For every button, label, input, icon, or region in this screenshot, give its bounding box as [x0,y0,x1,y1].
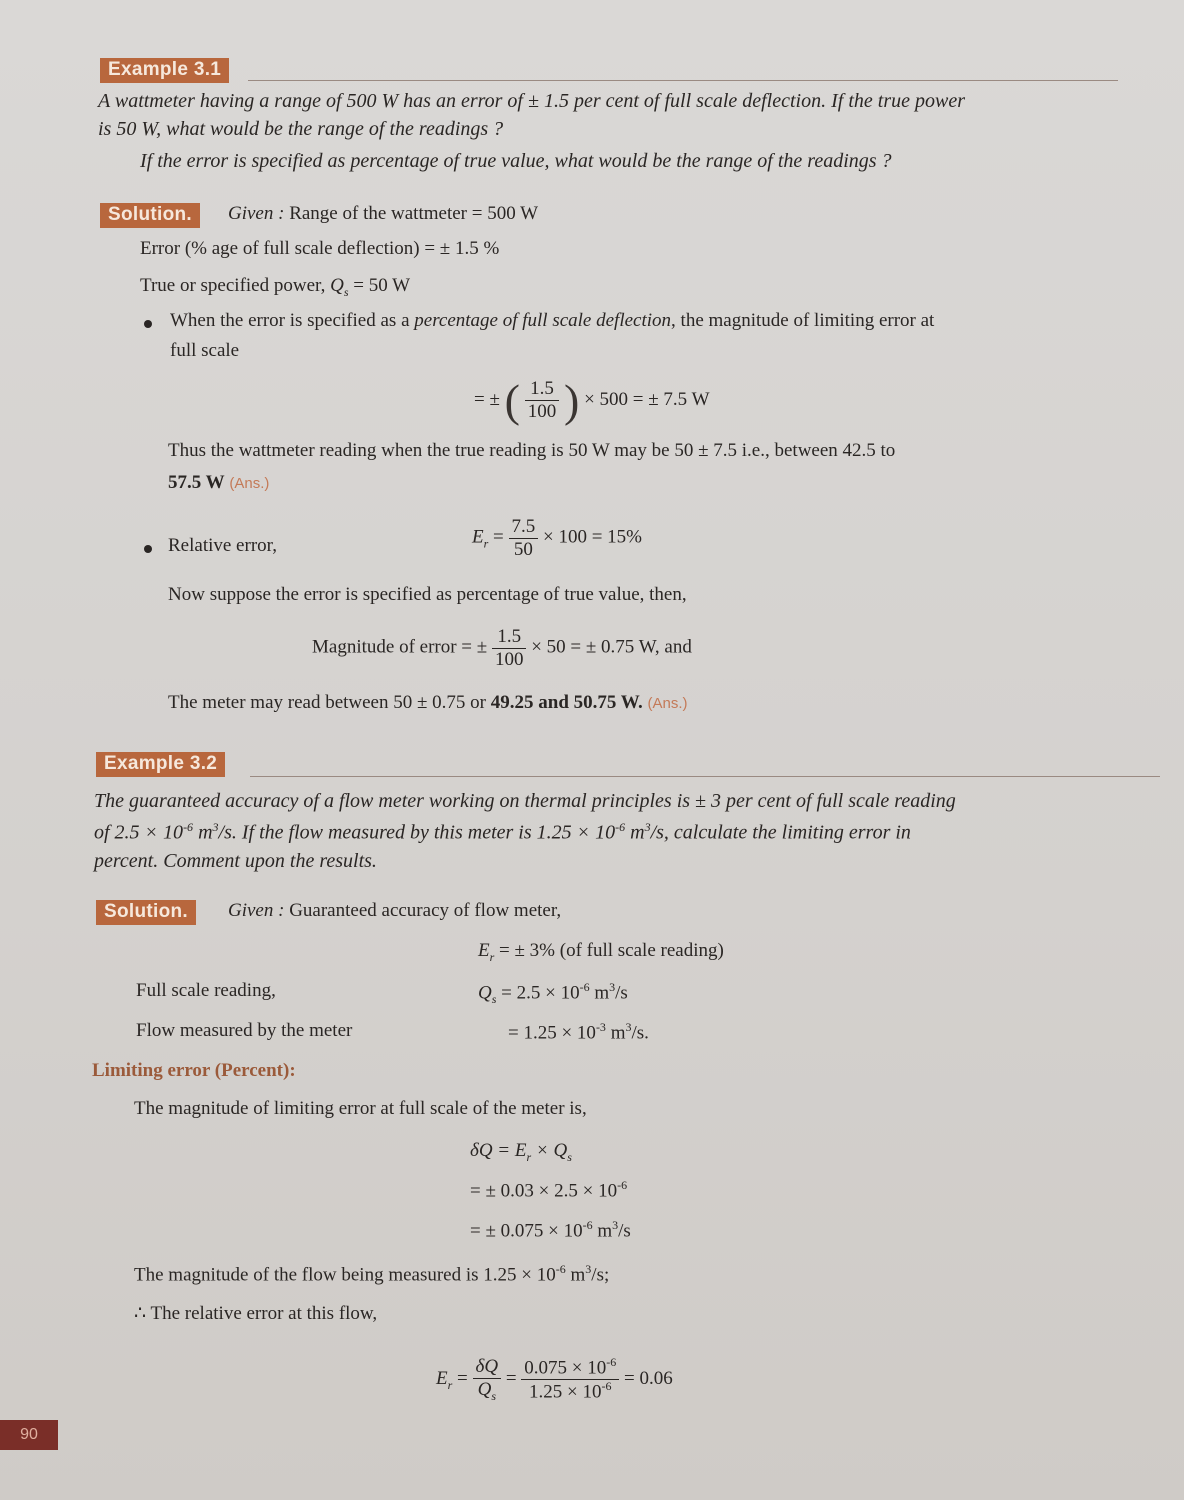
p2-c: /s. If the flow measured by this meter is 1.25 × 10 [218,821,616,844]
given-label: Given : [228,900,285,921]
example-3-1-tag: Example 3.1 [100,58,229,83]
example-rule [250,776,1160,777]
example-3-2-tag: Example 3.2 [96,752,225,777]
magnitude-equation [312,626,692,671]
example2-problem-line3: percent. Comment upon the results. [94,850,377,872]
p2-d: m [625,821,645,844]
fs-sup: -6 [579,980,590,994]
fl-tail: /s. [631,1022,649,1044]
dq1-b: × Q [531,1140,568,1161]
fl-a: = 1.25 × 10 [508,1022,596,1044]
mag-fraction [492,626,527,671]
p2-sup2: 3 [212,820,219,834]
true-power-line [140,275,410,300]
eq2-lhs: E [472,526,484,548]
final-den2 [521,1380,619,1403]
flow-measured-line [134,1262,609,1286]
final-lhs-sub: r [447,1377,453,1392]
full-scale-value [478,980,628,1007]
solution-2-tag: Solution. [96,900,196,925]
final-den2-sup: -6 [601,1379,612,1394]
fs-unit-sup: 3 [609,980,616,994]
given-label: Given : [228,203,285,224]
bullet1-line1 [170,310,934,332]
dq1-a: δQ = E [470,1140,527,1161]
fm-unit-sup: 3 [585,1262,592,1276]
final-num1: δQ [473,1356,502,1379]
fs-unit: m [589,982,610,1004]
mag-num: 1.5 [492,626,527,649]
bullet1-suffix: , the magnitude of limiting error at [671,310,935,331]
er-value: = ± 3% (of full scale reading) [499,940,724,961]
meter-prefix: The meter may read between 50 ± 0.75 or [168,692,491,713]
eq2-den: 50 [513,538,533,560]
fm-sup: -6 [555,1262,566,1276]
final-den1 [473,1379,502,1404]
given-line-2 [228,900,561,922]
meter-line [168,692,688,714]
final-den2-a: 1.25 × 10 [529,1381,602,1403]
final-num2 [521,1356,619,1380]
page-number: 90 [0,1420,58,1450]
dq3-sup: -6 [582,1218,593,1232]
given-text: Range of the wattmeter = 500 W [289,203,539,224]
given-text: Guaranteed accuracy of flow meter, [289,900,562,921]
p2-e: /s, calculate the limiting error in [650,821,911,844]
dq3-tail: /s [618,1220,631,1242]
dq3-unit: m [592,1220,613,1242]
equals-sign: = [457,1368,473,1390]
fl-unit: m [605,1022,626,1044]
er-line [478,940,724,965]
eq1-prefix: = ± [474,388,500,410]
example1-problem-line1: A wattmeter having a range of 500 W has an error of ± 1.5 per cent of full scale deflection. If the true power [98,90,965,112]
dq-line3 [470,1218,631,1242]
given-line [228,203,538,225]
solution-1-tag: Solution. [100,203,200,228]
thus-line2 [168,472,269,494]
mag-suffix: × 50 = ± 0.75 W, and [531,636,692,658]
true-power-sub: s [343,284,349,299]
fl-sup: -3 [595,1020,606,1034]
p2-a: of 2.5 × 10 [94,821,184,844]
example2-problem-line1: The guaranteed accuracy of a flow meter working on thermal principles is ± 3 per cent of full scale reading [94,790,956,812]
mag-label: Magnitude of error = ± [312,636,488,658]
fl-unit-sup: 3 [625,1020,632,1034]
dq2-sup: -6 [617,1178,628,1192]
dq3-a: = ± 0.075 × 10 [470,1220,583,1242]
thus-line1: Thus the wattmeter reading when the true reading is 50 W may be 50 ± 7.5 i.e., between 42.5 to [168,440,896,461]
p2-sup1: -6 [183,820,194,834]
final-den1-var: Q [477,1378,492,1400]
final-result: = 0.06 [624,1368,673,1390]
therefore-line: ∴ The relative error at this flow, [134,1303,378,1324]
bullet-point [144,545,152,553]
error-line: Error (% age of full scale deflection) = ± 1.5 % [140,238,500,259]
er-var: E [478,940,490,961]
true-power-prefix: True or specified power, [140,275,331,296]
final-fraction-2 [521,1356,619,1403]
fm-tail: /s; [591,1264,610,1286]
example-rule [248,80,1118,81]
mag-den: 100 [494,648,524,670]
dq3-unit-sup: 3 [612,1218,619,1232]
equation-2 [472,516,642,561]
example1-problem-line3: If the error is specified as percentage of true value, what would be the range of the readings ? [140,150,892,172]
eq1-suffix: × 500 = ± 7.5 W [584,388,710,410]
ans-label: (Ans.) [229,475,270,492]
eq1-den: 100 [527,401,557,422]
eq2-lhs-sub: r [483,536,489,551]
p2-b: m [193,821,213,844]
bullet1-line2: full scale [170,340,240,361]
eq2-num: 7.5 [509,516,539,539]
fm-a: The magnitude of the flow being measured is 1.25 × 10 [134,1264,556,1286]
example2-problem-line2 [94,820,911,845]
eq1-num: 1.5 [525,378,560,401]
fm-unit: m [565,1264,586,1286]
eq2-suffix: × 100 = 15% [543,526,643,548]
final-den1-sub: s [491,1388,496,1403]
dq-line2 [470,1178,627,1202]
final-equation [436,1356,673,1403]
eq2-eq: = [493,526,504,548]
thus-bold: 57.5 W [168,472,225,493]
final-fraction-1 [473,1356,502,1403]
example1-problem-line2: is 50 W, what would be the range of the readings ? [98,118,504,140]
mag-full-line: The magnitude of limiting error at full scale of the meter is, [134,1098,587,1119]
bullet-point [144,320,152,328]
final-lhs: E [436,1368,448,1390]
eq2-fraction [509,516,539,561]
eq1-fraction [525,378,560,423]
dq2-a: = ± 0.03 × 2.5 × 10 [470,1180,618,1202]
equals-sign: = [505,1368,522,1390]
qs-var: Q [478,982,492,1004]
final-num2-sup: -6 [606,1355,617,1370]
p2-sup4: 3 [644,820,651,834]
dq1-sub: r [526,1149,532,1164]
fs-tail: /s [615,982,628,1004]
flow-value [508,1020,649,1044]
flow-label: Flow measured by the meter [136,1020,353,1041]
fs-a: = 2.5 × 10 [501,982,580,1004]
left-paren: ( [504,375,520,426]
p2-sup3: -6 [615,820,626,834]
er-sub: r [489,949,495,964]
limiting-error-heading: Limiting error (Percent): [92,1060,296,1081]
final-num2-a: 0.075 × 10 [524,1357,607,1379]
qs-sub: s [491,992,497,1007]
true-power-value: = 50 W [348,275,411,296]
right-paren: ) [563,375,580,426]
dq1-sub2: s [567,1149,572,1164]
meter-bold: 49.25 and 50.75 W. [490,692,643,713]
bullet1-prefix: When the error is specified as a [170,310,415,331]
dq-line1 [470,1140,572,1165]
full-scale-label: Full scale reading, [136,980,276,1001]
relative-error-label: Relative error, [168,535,277,556]
now-line: Now suppose the error is specified as percentage of true value, then, [168,584,687,605]
ans-label: (Ans.) [647,695,688,712]
equation-1 [474,374,710,427]
bullet1-italic: percentage of full scale deflection [414,310,672,331]
true-power-var: Q [330,275,344,296]
